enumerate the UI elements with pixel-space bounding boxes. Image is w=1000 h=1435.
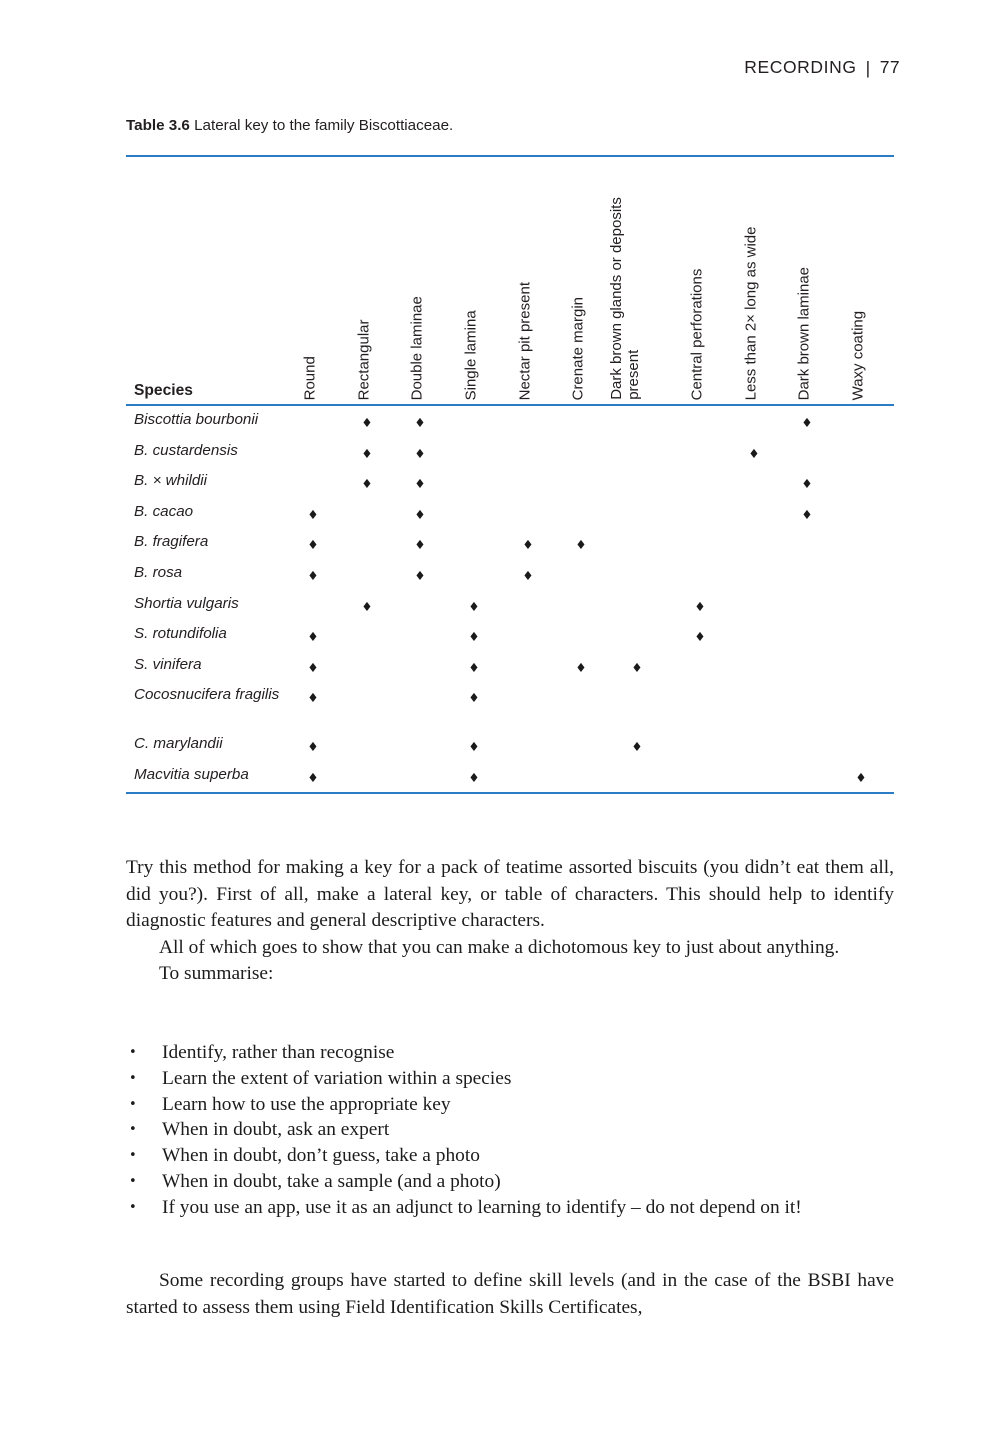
- list-item-label: When in doubt, take a sample (and a photo): [162, 1170, 501, 1192]
- list-item-label: When in doubt, ask an expert: [162, 1119, 390, 1141]
- running-head: [744, 57, 900, 78]
- table-row: [126, 620, 894, 651]
- list-item-label: Identify, rather than recognise: [162, 1042, 395, 1063]
- table-row: [126, 559, 894, 590]
- column-header-nectar-pit-present: Nectar pit present: [516, 281, 534, 400]
- column-header-dark-brown-laminae: Dark brown laminae: [795, 266, 813, 400]
- summary-bullet-list: [126, 1040, 894, 1221]
- paragraph-some-recording-groups: Some recording groups have started to define skill levels (and in the case of the BSBI have started to assess them using Field Identification Skills Certificates,: [126, 1270, 894, 1318]
- list-item: [126, 1117, 894, 1143]
- character-marker: ♦: [694, 598, 706, 614]
- table-row: [126, 467, 894, 498]
- character-marker: ♦: [855, 769, 867, 785]
- table-caption: [126, 117, 453, 134]
- character-marker: ♦: [575, 659, 587, 675]
- character-marker: ♦: [414, 537, 426, 553]
- lateral-key-table: [126, 155, 894, 794]
- table-row: [126, 406, 894, 437]
- character-marker: ♦: [522, 567, 534, 583]
- table-caption-text: Lateral key to the family Biscottiaceae.: [194, 117, 454, 134]
- table-row: [126, 590, 894, 621]
- character-marker: ♦: [801, 415, 813, 430]
- species-name: S. vinifera: [134, 655, 202, 673]
- character-marker: ♦: [361, 476, 373, 492]
- character-marker: ♦: [307, 506, 319, 522]
- species-name: S. rotundifolia: [134, 625, 227, 643]
- column-header-central-perforations: Central perforations: [688, 268, 706, 400]
- list-item: [126, 1040, 894, 1066]
- species-name: B. custardensis: [134, 441, 238, 459]
- bullet-icon: •: [129, 1148, 137, 1164]
- character-marker: ♦: [575, 537, 587, 553]
- table-row: [126, 651, 894, 682]
- character-marker: ♦: [307, 537, 319, 553]
- paragraph-try-this-method: Try this method for making a key for a pack of teatime assorted biscuits (you didn’t eat them all, did you?). First of all, make a lateral key, or table of characters. This should help to identify diagnostic features and general descriptive characters.: [126, 857, 894, 932]
- paragraph-to-summarise: To summarise:: [159, 963, 274, 985]
- table-row: [126, 761, 894, 792]
- character-marker: ♦: [748, 445, 760, 461]
- character-marker: ♦: [694, 629, 706, 645]
- species-name: Macvitia superba: [134, 765, 249, 783]
- species-name: B. cacao: [134, 502, 194, 520]
- character-marker: ♦: [361, 598, 373, 614]
- character-marker: ♦: [361, 445, 373, 461]
- character-marker: ♦: [414, 445, 426, 461]
- character-marker: ♦: [468, 659, 480, 675]
- column-header-waxy-coating: Waxy coating: [849, 310, 867, 400]
- character-marker: ♦: [468, 769, 480, 785]
- table-row: [126, 528, 894, 559]
- list-item-label: When in doubt, don’t guess, take a photo: [162, 1145, 480, 1167]
- bullet-icon: •: [129, 1096, 137, 1112]
- character-marker: ♦: [801, 506, 813, 522]
- table-row: [126, 498, 894, 529]
- character-marker: ♦: [801, 476, 813, 492]
- species-name: Biscottia bourbonii: [134, 411, 259, 428]
- character-marker: ♦: [468, 690, 480, 706]
- bullet-icon: •: [129, 1199, 137, 1215]
- species-name: C. marylandii: [134, 735, 223, 753]
- column-header-single-lamina: Single lamina: [462, 309, 480, 400]
- list-item-label: Learn how to use the appropriate key: [162, 1093, 451, 1115]
- running-head-title: RECORDING: [744, 57, 857, 77]
- list-item-label: If you use an app, use it as an adjunct to learning to identify – do not depend on it!: [162, 1196, 802, 1218]
- character-marker: ♦: [414, 415, 426, 430]
- table-row: [126, 730, 894, 761]
- species-name: B. × whildii: [134, 472, 208, 490]
- body-text-block: [126, 855, 894, 988]
- character-marker: ♦: [307, 769, 319, 785]
- table-row: [126, 437, 894, 468]
- table-caption-label: Table 3.6: [126, 117, 190, 134]
- character-marker: ♦: [631, 739, 643, 755]
- list-item: [126, 1092, 894, 1118]
- character-marker: ♦: [414, 567, 426, 583]
- table-bottom-rule: [126, 792, 894, 794]
- character-marker: ♦: [631, 659, 643, 675]
- character-marker: ♦: [307, 659, 319, 675]
- species-name: B. fragifera: [134, 533, 209, 551]
- paragraph-all-of-which: All of which goes to show that you can make a dichotomous key to just about anything.: [159, 936, 840, 958]
- species-name: Shortia vulgaris: [134, 594, 239, 612]
- column-header-species: Species: [134, 382, 193, 399]
- character-marker: ♦: [468, 739, 480, 755]
- running-head-separator: |: [865, 58, 871, 78]
- column-header-double-laminae: Double laminae: [408, 295, 426, 400]
- species-name: B. rosa: [134, 563, 183, 581]
- character-marker: ♦: [307, 629, 319, 645]
- bullet-icon: •: [129, 1070, 137, 1086]
- closing-text-block: [126, 1268, 894, 1321]
- table-header-row: [126, 157, 894, 404]
- character-marker: ♦: [414, 506, 426, 522]
- list-item: [126, 1066, 894, 1092]
- character-marker: ♦: [414, 476, 426, 492]
- bullet-icon: •: [129, 1045, 137, 1060]
- column-header-crenate-margin: Crenate margin: [569, 296, 587, 400]
- list-item-label: Learn the extent of variation within a species: [162, 1067, 512, 1089]
- character-marker: ♦: [361, 415, 373, 430]
- bullet-icon: •: [129, 1122, 137, 1138]
- character-marker: ♦: [307, 690, 319, 706]
- list-item: [126, 1169, 894, 1195]
- column-header-dark-brown-glands-or-deposits-present: Dark brown glands or deposits present: [608, 197, 643, 400]
- column-header-rectangular: Rectangular: [355, 319, 373, 400]
- bullet-icon: •: [129, 1173, 137, 1189]
- character-marker: ♦: [307, 567, 319, 583]
- table-body: [126, 406, 894, 792]
- column-header-round: Round: [301, 355, 319, 400]
- character-marker: ♦: [468, 598, 480, 614]
- column-header-less-than-2-long-as-wide: Less than 2× long as wide: [742, 226, 760, 400]
- page-number: 77: [879, 57, 900, 77]
- list-item: [126, 1143, 894, 1169]
- character-marker: ♦: [522, 537, 534, 553]
- character-marker: ♦: [468, 629, 480, 645]
- species-name: Cocosnucifera fragilis: [134, 686, 280, 704]
- list-item: [126, 1195, 894, 1221]
- table-row: [126, 681, 894, 730]
- character-marker: ♦: [307, 739, 319, 755]
